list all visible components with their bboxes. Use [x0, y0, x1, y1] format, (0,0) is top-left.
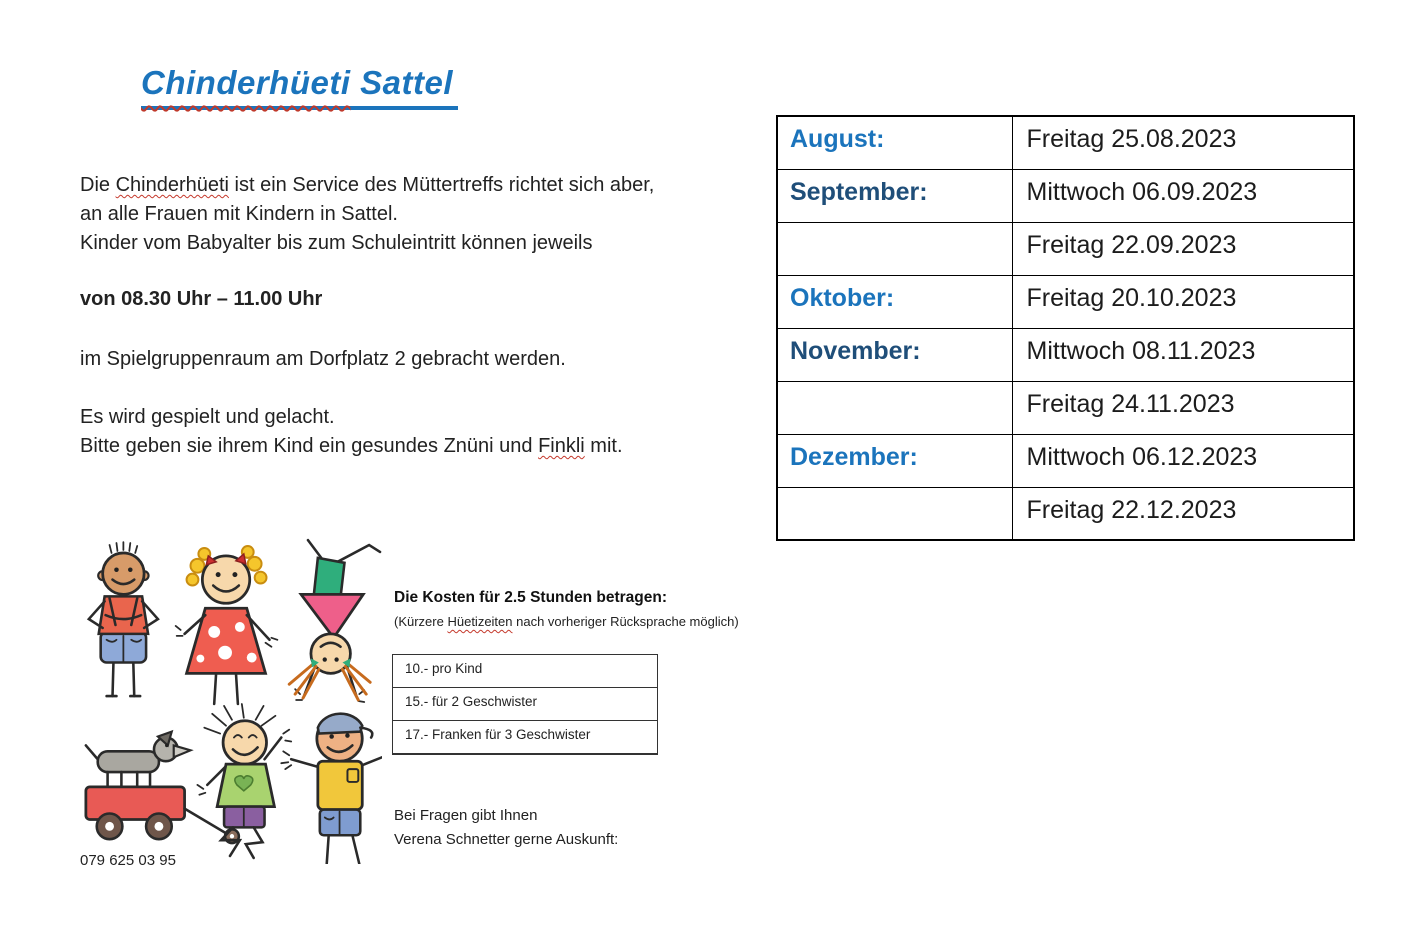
play-line-2-post: mit.	[584, 435, 623, 457]
boy-with-cap	[281, 714, 382, 864]
intro-line-1-pre: Die	[80, 174, 116, 196]
schedule-row	[777, 275, 1354, 328]
play-line-2-pre: Bitte geben sie ihrem Kind ein gesundes Znüni und	[80, 435, 539, 457]
play-line-2-misspelled: Finkli	[538, 435, 585, 457]
intro-paragraph	[80, 171, 654, 258]
children-drawing-icon	[76, 538, 382, 864]
page-title	[141, 64, 458, 110]
schedule-row	[777, 381, 1354, 434]
girl-heart-shirt	[197, 704, 291, 858]
date-cell: Freitag 22.09.2023	[1012, 222, 1354, 275]
month-cell	[777, 487, 1012, 540]
costs-note	[394, 614, 739, 629]
costs-note-pre: (Kürzere	[394, 614, 448, 629]
schedule-row	[777, 434, 1354, 487]
contact-block	[394, 804, 618, 852]
girl-polka-dress	[176, 546, 278, 704]
schedule-row	[777, 328, 1354, 381]
boy-hands-on-hips	[89, 542, 158, 696]
month-cell: September:	[777, 169, 1012, 222]
price-table	[392, 654, 658, 755]
schedule-row	[777, 116, 1354, 169]
dog-and-wagon	[86, 732, 239, 844]
price-row	[393, 688, 658, 721]
intro-line-1-misspelled: Chinderhüeti	[115, 174, 229, 196]
page-title-text	[141, 64, 458, 110]
intro-line-1-post: ist ein Service des Müttertreffs richtet sich aber,	[229, 174, 655, 196]
date-cell: Freitag 24.11.2023	[1012, 381, 1354, 434]
schedule-table	[776, 115, 1355, 541]
play-line-1: Es wird gespielt und gelacht.	[80, 406, 335, 428]
date-cell: Mittwoch 08.11.2023	[1012, 328, 1354, 381]
date-cell: Freitag 22.12.2023	[1012, 487, 1354, 540]
date-cell: Mittwoch 06.12.2023	[1012, 434, 1354, 487]
schedule-row	[777, 169, 1354, 222]
month-cell: Dezember:	[777, 434, 1012, 487]
play-line-2	[80, 432, 623, 461]
date-cell: Freitag 20.10.2023	[1012, 275, 1354, 328]
price-row	[393, 721, 658, 754]
children-illustration	[76, 538, 382, 869]
date-cell: Mittwoch 06.09.2023	[1012, 169, 1354, 222]
costs-note-misspelled: Hüetizeiten	[447, 614, 513, 629]
month-cell	[777, 222, 1012, 275]
opening-hours: von 08.30 Uhr – 11.00 Uhr	[80, 288, 323, 310]
date-cell: Freitag 25.08.2023	[1012, 116, 1354, 169]
contact-phone: 079 625 03 95	[80, 852, 176, 869]
price-row	[393, 655, 658, 688]
contact-line-1: Bei Fragen gibt Ihnen	[394, 807, 538, 824]
month-cell	[777, 381, 1012, 434]
month-cell: Oktober:	[777, 275, 1012, 328]
title-word-misspelled: Chinderhüeti	[141, 64, 351, 101]
month-cell: November:	[777, 328, 1012, 381]
intro-line-2: an alle Frauen mit Kindern in Sattel.	[80, 203, 398, 225]
price-cell: 10.- pro Kind	[393, 655, 658, 688]
play-paragraph	[80, 403, 623, 461]
intro-line-1	[80, 171, 654, 200]
schedule-row	[777, 487, 1354, 540]
price-cell: 15.- für 2 Geschwister	[393, 688, 658, 721]
price-cell: 17.- Franken für 3 Geschwister	[393, 721, 658, 754]
schedule-row	[777, 222, 1354, 275]
girl-handstand	[289, 540, 380, 702]
costs-note-post: nach vorheriger Rücksprache möglich)	[512, 614, 739, 629]
contact-line-2: Verena Schnetter gerne Auskunft:	[394, 831, 619, 848]
month-cell: August:	[777, 116, 1012, 169]
title-word-rest: Sattel	[350, 64, 454, 101]
intro-line-3: Kinder vom Babyalter bis zum Schuleintritt können jeweils	[80, 232, 593, 254]
costs-heading: Die Kosten für 2.5 Stunden betragen:	[394, 589, 668, 606]
location-line: im Spielgruppenraum am Dorfplatz 2 gebracht werden.	[80, 348, 566, 370]
